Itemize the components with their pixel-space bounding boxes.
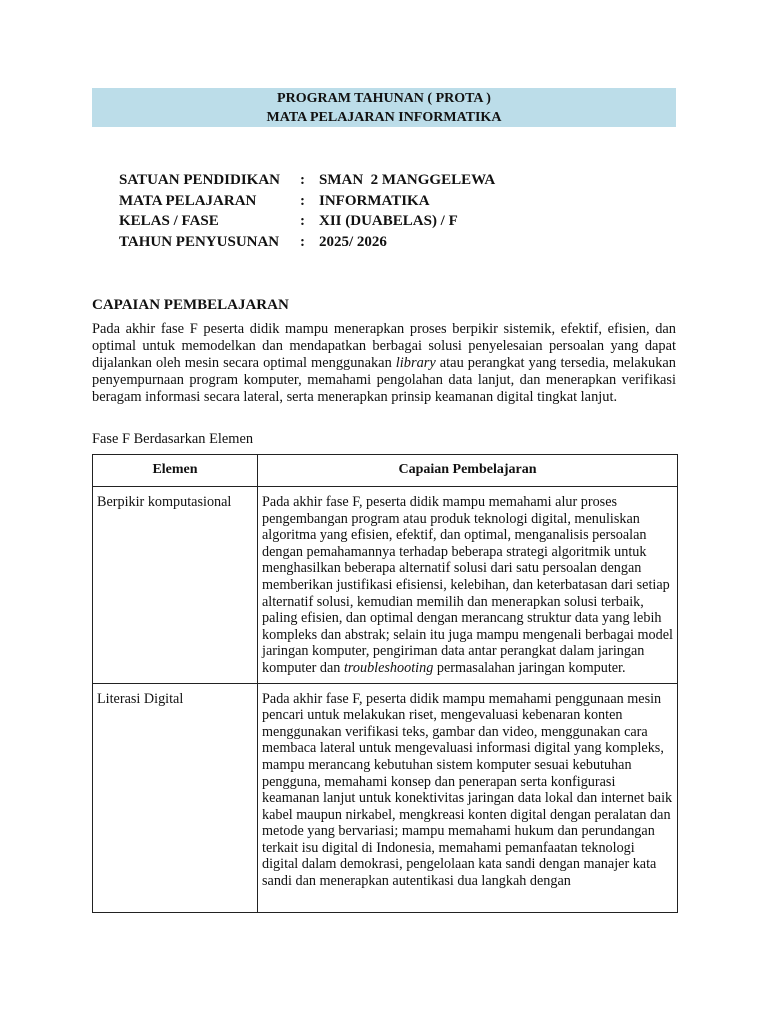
- capaian-text: permasalahan jaringan komputer.: [436, 659, 626, 676]
- paragraph-italic-term: library: [395, 355, 436, 371]
- identity-value: 2025/ 2026: [319, 233, 387, 250]
- column-header-capaian: Capaian Pembelajaran: [258, 455, 678, 487]
- identity-label: KELAS / FASE: [119, 213, 219, 229]
- capaian-text: Pada akhir fase F, peserta didik mampu memahami penggunaan mesin pencari untuk melakukan riset, mengevaluasi kebenaran konten menggunakan verifikasi teks, gambar dan video, menggunakan cara membaca lateral untuk mengevaluasi informasi digital yang kompleks, mampu merancang kebutuhan sistem komputer sesuai kebutuhan pengguna, memahami konsep dan penerapan serta konfigurasi keamanan lanjut untuk konektivitas jaringan data lokal dan internet baik kabel maupun nirkabel, mengkreasi konten digital dengan peralatan dan metode yang bervariasi; mampu memahami hukum dan perundangan terkait isu digital di Indonesia, memahami pemanfaatan teknologi digital dalam demokrasi, pengelolaan kata sandi dengan manajer kata sandi dan menerapkan autentikasi dua langkah dengan: [262, 690, 673, 890]
- identity-label: TAHUN PENYUSUNAN: [119, 233, 280, 250]
- identity-row: [119, 211, 495, 232]
- identity-row: [119, 191, 495, 212]
- identity-label: SATUAN PENDIDIKAN: [119, 172, 280, 188]
- column-header-elemen: Elemen: [93, 455, 258, 487]
- paragraph-text: atau perangkat yang tersedia, melakukan penyempurnaan program komputer, memahami pengolahan data lanjut, dan menerapkan verifikasi beragam informasi secara lateral, serta menerapkan prinsip keamanan digital tingkat lanjut.: [92, 355, 676, 405]
- identity-colon: :: [300, 192, 305, 209]
- document-subtitle: MATA PELAJARAN INFORMATIKA: [266, 110, 502, 125]
- document-title-band: [92, 88, 676, 127]
- identity-table: [119, 170, 495, 252]
- elemen-cell: Berpikir komputasional: [93, 487, 258, 684]
- document-title: PROGRAM TAHUNAN ( PROTA ): [277, 91, 491, 106]
- table-row: [93, 487, 678, 684]
- identity-row: [119, 170, 495, 191]
- identity-colon: :: [300, 233, 305, 250]
- capaian-table: [92, 454, 678, 913]
- capaian-text: Pada akhir fase F, peserta didik mampu memahami alur proses pengembangan program atau produk teknologi digital, menuliskan algoritma yang efisien, efektif, dan optimal, menganalisis persoalan dengan pemahamannya terhadap beberapa strategi algoritmik untuk menghasilkan beberapa alternatif solusi dari satu persoalan dengan memberikan justifikasi efisiensi, kelebihan, dan keterbatasan dari setiap alternatif solusi, kemudian memilih dan menerapkan solusi terbaik, paling efisien, dan optimal dengan merancang struktur data yang lebih kompleks dan abstrak; selain itu juga mampu mengenali berbagai model jaringan komputer, pengiriman data antar perangkat dalam jaringan komputer dan: [262, 494, 673, 676]
- identity-value: SMAN 2 MANGGELEWA: [319, 172, 496, 188]
- section-title: CAPAIAN PEMBELAJARAN: [92, 297, 289, 313]
- capaian-cell: [258, 683, 678, 912]
- table-header-row: [93, 455, 678, 487]
- elemen-cell: Literasi Digital: [93, 683, 258, 912]
- capaian-cell: [258, 487, 678, 684]
- paragraph-text: Pada akhir fase F peserta didik mampu menerapkan proses berpikir sistemik, efektif, efisien, dan optimal untuk memodelkan dan mendapatkan berbagai solusi penyelesaian persoalan yang dapat dijalankan oleh mesin secara optimal menggunakan: [92, 321, 676, 371]
- identity-label: MATA PELAJARAN: [119, 192, 257, 209]
- subsection-label: Fase F Berdasarkan Elemen: [92, 431, 254, 447]
- capaian-italic-term: troubleshooting: [343, 659, 434, 676]
- identity-row: [119, 232, 495, 253]
- identity-value: INFORMATIKA: [319, 192, 430, 209]
- identity-colon: :: [300, 213, 305, 229]
- capaian-paragraph: [92, 321, 676, 406]
- table-row: [93, 683, 678, 912]
- identity-value: XII (DUABELAS) / F: [319, 213, 458, 229]
- identity-colon: :: [300, 172, 305, 188]
